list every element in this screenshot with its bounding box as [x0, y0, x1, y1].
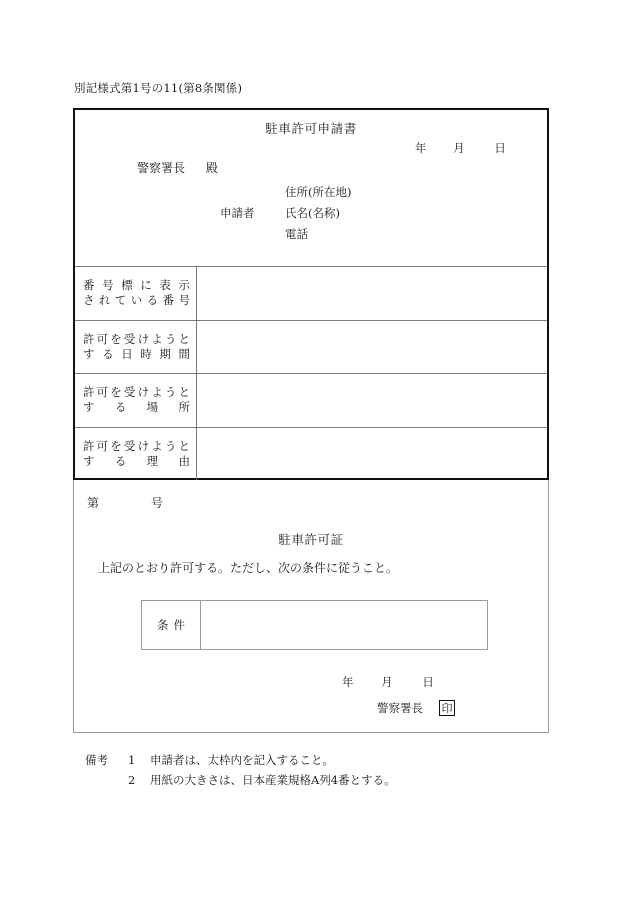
permit-number-suffix-label: 号	[150, 496, 163, 510]
application-date-line	[415, 140, 506, 156]
row-label-line-2: する場所	[83, 400, 190, 415]
applicant-name-label: 氏名(名称)	[285, 206, 340, 220]
conditions-box	[141, 600, 488, 650]
applicant-address-label: 住所(所在地)	[285, 185, 352, 199]
row-label-plate-number	[75, 267, 197, 320]
row-label-permit-reason	[75, 428, 197, 482]
date-year-label: 年	[415, 141, 427, 155]
row-value-permit-reason[interactable]	[197, 428, 547, 482]
row-value-plate-number[interactable]	[197, 267, 547, 320]
form-header-block	[75, 110, 547, 267]
permit-number-line	[87, 494, 163, 511]
permit-date-line	[342, 674, 434, 690]
conditions-value[interactable]	[201, 601, 487, 649]
row-label-line-2: する日時期間	[83, 346, 190, 361]
permit-signer-line	[377, 700, 455, 716]
table-row	[75, 321, 547, 375]
applicant-label: 申請者	[220, 206, 255, 220]
applicant-bold-frame	[73, 108, 549, 480]
permit-statement-text: 上記のとおり許可する。ただし、次の条件に従うこと。	[98, 561, 399, 575]
permit-number-prefix-label: 第	[87, 496, 100, 510]
permit-date-day-label: 日	[422, 675, 434, 689]
seal-stamp-icon: 印	[439, 700, 455, 716]
form-number-label: 別記様式第1号の11(第8条関係)	[74, 81, 243, 95]
row-label-permit-place	[75, 374, 197, 427]
document-title: 駐車許可申請書	[265, 121, 357, 136]
remark-number: 1	[128, 753, 136, 767]
table-row	[75, 428, 547, 482]
row-label-line-1: 許可を受けようと	[83, 385, 190, 400]
row-label-line-1: 番号標に表示	[83, 278, 190, 293]
row-label-line-2: されている番号	[83, 293, 190, 308]
permit-date-year-label: 年	[342, 675, 354, 689]
remark-number: 2	[128, 773, 136, 787]
remarks-keyword-label: 備考	[85, 753, 108, 767]
remark-text: 申請者は、太枠内を記入すること。	[150, 753, 334, 767]
row-label-line-2: する理由	[83, 454, 190, 469]
row-value-permit-place[interactable]	[197, 374, 547, 427]
permit-certificate-frame	[73, 480, 549, 733]
table-row	[75, 374, 547, 428]
addressee-honorific-label: 殿	[205, 161, 218, 175]
row-label-line-1: 許可を受けようと	[83, 331, 190, 346]
row-value-permit-period[interactable]	[197, 321, 547, 374]
table-row	[75, 267, 547, 321]
row-label-permit-period	[75, 321, 197, 374]
permit-title: 駐車許可証	[278, 532, 344, 547]
applicant-phone-label: 電話	[285, 227, 308, 241]
permit-date-month-label: 月	[381, 675, 393, 689]
row-label-line-1: 許可を受けようと	[83, 439, 190, 454]
date-month-label: 月	[453, 141, 465, 155]
conditions-label: 条件	[142, 601, 201, 649]
date-day-label: 日	[494, 141, 506, 155]
permit-signer-label: 警察署長	[377, 701, 423, 715]
addressee-office-label: 警察署長	[137, 161, 186, 175]
application-fields-table	[75, 267, 547, 481]
remark-text: 用紙の大きさは、日本産業規格A列4番とする。	[150, 773, 396, 787]
addressee-line	[137, 159, 218, 176]
